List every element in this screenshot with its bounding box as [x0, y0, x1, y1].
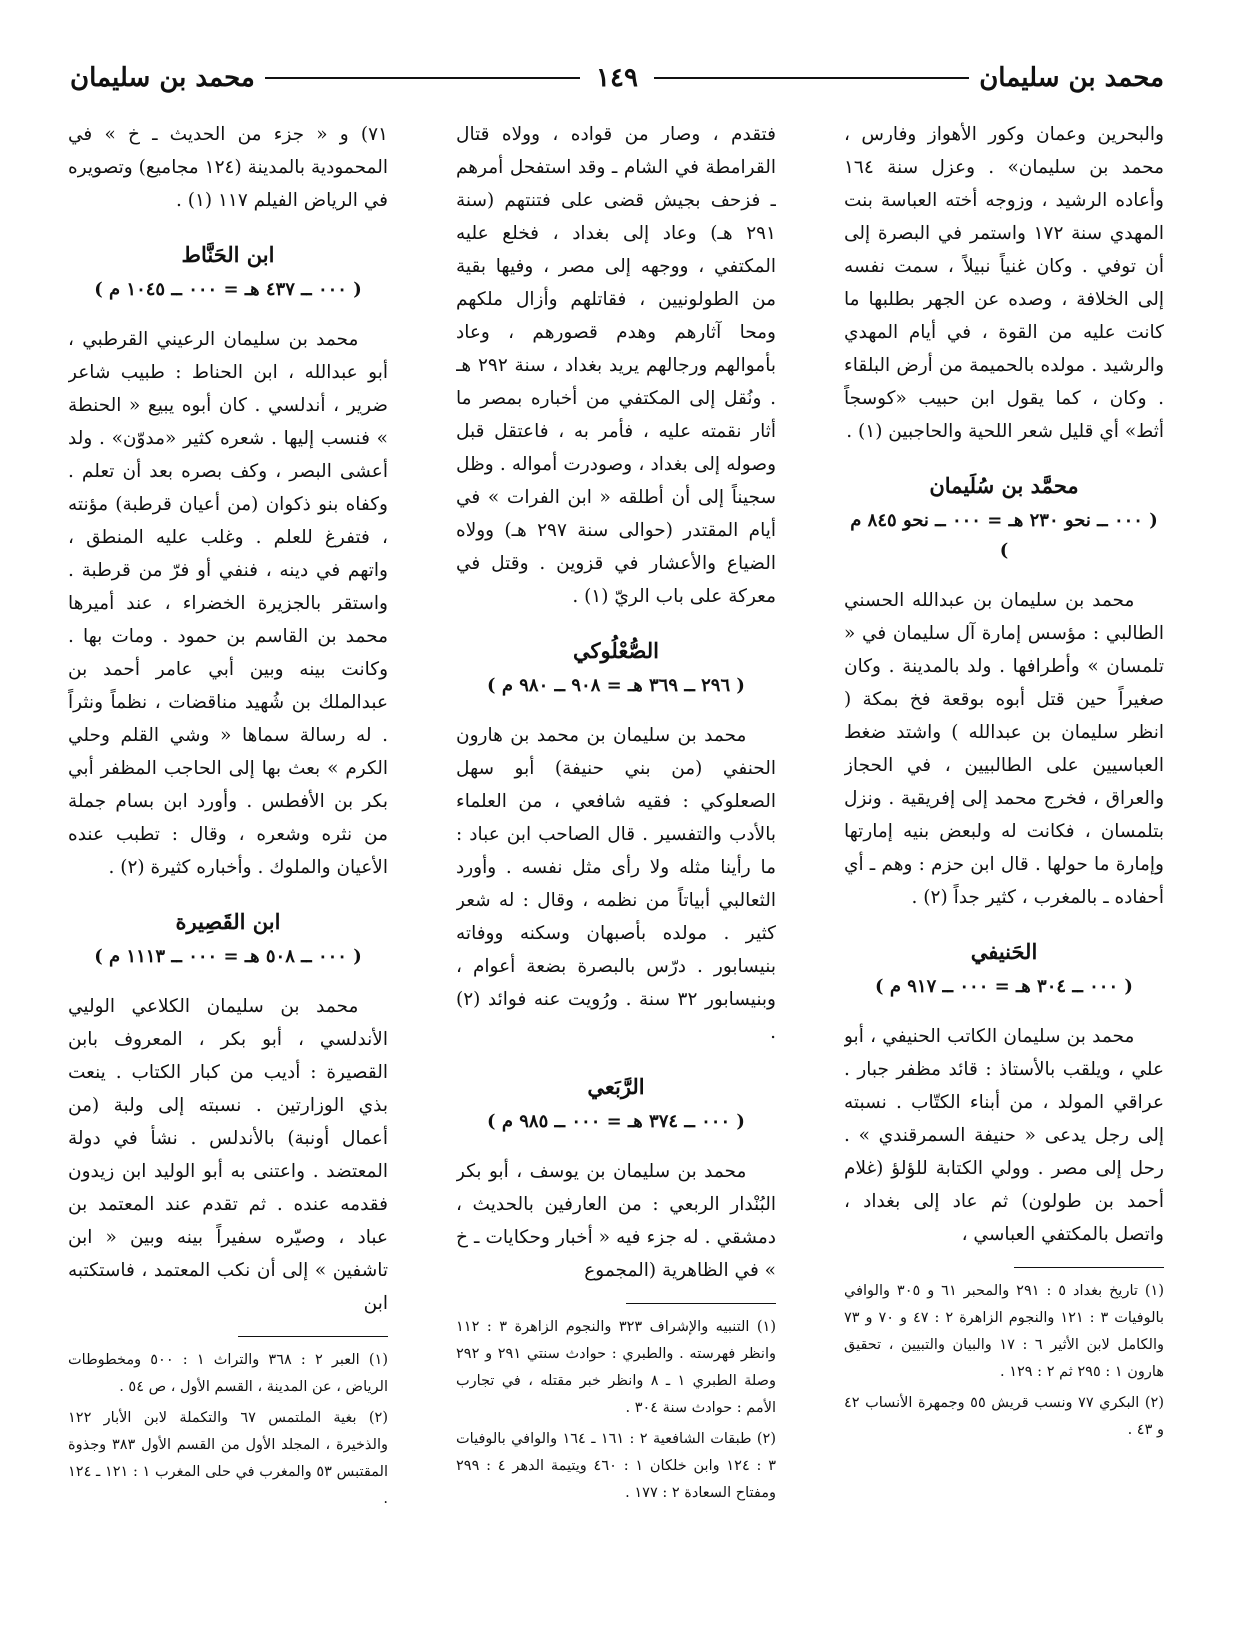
entry-body: محمد بن سليمان بن عبدالله الحسني الطالبي : مؤسس إمارة آل سليمان في « تلمسان » وأطرافها . ولد بالمدينة . وكان صغيراً حين قتل أبوه بوقعة فخ بمكة ( انظر سليمان بن عبدالله ) واشتد ضغط العباسيين على الطالبيين ، في الحجاز والعراق ، فخرج محمد إلى إفريقية . ونزل بتلمسان ، فكانت له ولبعض بنيه إمارتها وإمارة ما حولها . قال ابن حزم : وهم ـ أي أحفاده ـ بالمغرب ، كثير جداً (٢) .	[844, 590, 1164, 908]
column-right	[844, 118, 1164, 1602]
entry-title: الرَّبَعي	[587, 1074, 645, 1099]
entry-dates: ( ٠٠٠ ــ نحو ٢٣٠ هـ = ٠٠٠ ــ نحو ٨٤٥ م )	[850, 510, 1158, 561]
footnote: (٢) البكري ٧٧ ونسب قريش ٥٥ وجمهرة الأنساب ٤٢ و ٤٣ .	[844, 1395, 1164, 1438]
entry-body: محمد بن سليمان الكلاعي الوليي الأندلسي ، أبو بكر ، المعروف بابن القصيرة : أديب من كبار الكتاب . ينعت بذي الوزارتين . نسبته إلى ولبة (من أعمال أونبة) بالأندلس . نشأ في دولة المعتضد . واعتنى به أبو الوليد ابن زيدون فقدمه عنده . ثم تقدم عند المعتمد بن عباد ، وصيّره سفيراً بينه وبين « ابن تاشفين » إلى أن نكب المعتمد ، فاستكتبه ابن	[68, 996, 388, 1314]
page-number: ١٤٩	[596, 63, 638, 93]
footnote: (١) التنبيه والإشراف ٣٢٣ والنجوم الزاهرة ٣ : ١١٢ وانظر فهرسته . والطبري : حوادث سنتي ٢٩١ و ٢٩٢ وصلة الطبري ١ ـ ٨ وانظر خبر مقتله ، في تجارب الأمم : حوادث سنة ٣٠٤ .	[456, 1319, 776, 1416]
entry-dates: ( ٠٠٠ ــ ٣٠٤ هـ = ٠٠٠ ــ ٩١٧ م )	[875, 976, 1133, 997]
entry-body: محمد بن سليمان الكاتب الحنيفي ، أبو علي ، ويلقب بالأستاذ : قائد مظفر جبار . عراقي المولد ، من أبناء الكتّاب . نسبته إلى رجل يدعى « حنيفة السمرقندي » . رحل إلى مصر . وولي الكتابة للؤلؤ (غلام أحمد بن طولون) ثم عاد إلى بغداد ، واتصل بالمكتفي العباسي ،	[844, 1026, 1164, 1245]
footnote-rule	[1014, 1267, 1164, 1268]
entry-body: محمد بن سليمان بن محمد بن هارون الحنفي (من بني حنيفة) أبو سهل الصعلوكي : فقيه شافعي ، من العلماء بالأدب والتفسير . قال الصاحب ابن عباد : ما رأينا مثله ولا رأى مثل نفسه . وأورد الثعالبي أبياتاً من نظمه ، وقال : له شعر كثير . مولده بأصبهان وسكنه ووفاته بنيسابور . درّس بالبصرة بضعة أعوام ، وبنيسابور ٣٢ سنة . ورُويت عنه فوائد (٢) .	[456, 725, 776, 1043]
continued-paragraph: ٧١) و « جزء من الحديث ـ خ » في المحمودية بالمدينة (١٢٤ مجاميع) وتصويره في الرياض الفيلم ١١٧ (١) .	[68, 124, 388, 211]
running-head-left: محمد بن سليمان	[70, 63, 255, 93]
header-rule-left	[265, 77, 580, 79]
header-rule-right	[654, 77, 969, 79]
entry-body: محمد بن سليمان بن يوسف ، أبو بكر البُنْدار الربعي : من العارفين بالحديث ، دمشقي . له جزء فيه « أخبار وحكايات ـ خ » في الظاهرية (المجموع	[456, 1161, 776, 1281]
entry-dates: ( ٠٠٠ ــ ٤٣٧ هـ = ٠٠٠ ــ ١٠٤٥ م )	[94, 279, 362, 300]
entry-title: ابن القَصِيرة	[175, 909, 281, 934]
footnote-rule	[626, 1303, 776, 1304]
column-middle	[456, 118, 776, 1602]
column-left	[68, 118, 388, 1602]
footnote: (١) تاريخ بغداد ٥ : ٢٩١ والمحبر ٦١ و ٣٠٥ والوافي بالوفيات ٣ : ١٢١ والنجوم الزاهرة ٢ : ٤٧ و ٧٠ و ٧٣ والكامل لابن الأثير ٦ : ١٧ والبيان والتبيين ، تحقيق هارون ١ : ٢٩٥ ثم ٢ : ١٢٩ .	[844, 1283, 1164, 1380]
entry-title: الحَنيفي	[970, 939, 1038, 964]
entry-dates: ( ٢٩٦ ــ ٣٦٩ هـ = ٩٠٨ ــ ٩٨٠ م )	[487, 675, 745, 696]
running-head-right: محمد بن سليمان	[979, 63, 1164, 93]
entry-body: محمد بن سليمان الرعيني القرطبي ، أبو عبدالله ، ابن الحناط : طبيب شاعر ضرير ، أندلسي . كان أبوه يبيع « الحنطة » فنسب إليها . شعره كثير «مدوّن» . ولد أعشى البصر ، وكف بصره بعد أن تعلم . وكفاه بنو ذكوان (من أعيان قرطبة) مؤنته ، فتفرغ للعلم . وغلب عليه المنطق ، واتهم في دينه ، فنفي أو فرّ من قرطبة . واستقر بالجزيرة الخضراء ، عند أميرها محمد بن القاسم بن حمود . ومات بها . وكانت بينه وبين أبي عامر أحمد بن عبدالملك بن شُهيد مناقضات ، نظماً ونثراً . له رسالة سماها « وشي القلم وحلي الكرم » بعث بها إلى الحاجب المظفر أبي بكر بن الأفطس . وأورد ابن بسام جملة من نثره وشعره ، وقال : تطبب عنده الأعيان والملوك . وأخباره كثيرة (٢) .	[68, 329, 388, 878]
entry-dates: ( ٠٠٠ ــ ٣٧٤ هـ = ٠٠٠ ــ ٩٨٥ م )	[487, 1111, 745, 1132]
page-header	[70, 58, 1164, 98]
footnote: (٢) بغية الملتمس ٦٧ والتكملة لابن الأبار ١٢٢ والذخيرة ، المجلد الأول من القسم الأول ٣٨٣ وجذوة المقتبس ٥٣ والمغرب في حلى المغرب ١ : ١٢١ ـ ١٢٤ .	[68, 1410, 388, 1507]
entry-dates: ( ٠٠٠ ــ ٥٠٨ هـ = ٠٠٠ ــ ١١١٣ م )	[94, 946, 362, 967]
continued-paragraph: والبحرين وعمان وكور الأهواز وفارس ، محمد بن سليمان» . وعزل سنة ١٦٤ وأعاده الرشيد ، وزوجه أخته العباسة بنت المهدي سنة ١٧٢ واستمر في البصرة إلى أن توفي . وكان غنياً نبيلاً ، سمت نفسه إلى الخلافة ، وصده عن الجهر بطلبها ما كانت عليه من القوة ، في أيام المهدي والرشيد . مولده بالحميمة من أرض البلقاء . وكان ، كما يقول ابن حبيب «كوسجاً أثط» أي قليل شعر اللحية والحاجبين (١) .	[844, 124, 1164, 442]
entry-title: الصُّعْلُوكي	[573, 638, 659, 663]
footnote: (١) العبر ٢ : ٣٦٨ والتراث ١ : ٥٠٠ ومخطوطات الرياض ، عن المدينة ، القسم الأول ، ص ٥٤ .	[68, 1352, 388, 1395]
entry-title: محمَّد بن سُلَيمان	[929, 473, 1079, 498]
entry-title: ابن الحَنَّاط	[181, 242, 275, 267]
continued-paragraph: فتقدم ، وصار من قواده ، وولاه قتال القرامطة في الشام ـ وقد استفحل أمرهم ـ فزحف بجيش قضى على فتنتهم (سنة ٢٩١ هـ) وعاد إلى بغداد ، فخلع عليه المكتفي ، ووجهه إلى مصر ، وفيها بقية من الطولونيين ، فقاتلهم وأزال ملكهم ومحا آثارهم وهدم قصورهم ، وعاد بأموالهم ورجالهم يريد بغداد ، سنة ٢٩٢ هـ . ونُقل إلى المكتفي من أخباره بمصر ما أثار نقمته عليه ، فأمر به ، فاعتقل قبل وصوله إلى بغداد ، وصودرت أمواله . وظل سجيناً إلى أن أطلقه « ابن الفرات » في أيام المقتدر (حوالى سنة ٢٩٧ هـ) وولاه الضياع والأعشار في قزوين . وقتل في معركة على باب الريّ (١) .	[456, 124, 776, 607]
footnote: (٢) طبقات الشافعية ٢ : ١٦١ ـ ١٦٤ والوافي بالوفيات ٣ : ١٢٤ وابن خلكان ١ : ٤٦٠ ويتيمة الدهر ٤ : ٢٩٩ ومفتاح السعادة ٢ : ١٧٧ .	[456, 1431, 776, 1501]
footnote-rule	[238, 1336, 388, 1337]
